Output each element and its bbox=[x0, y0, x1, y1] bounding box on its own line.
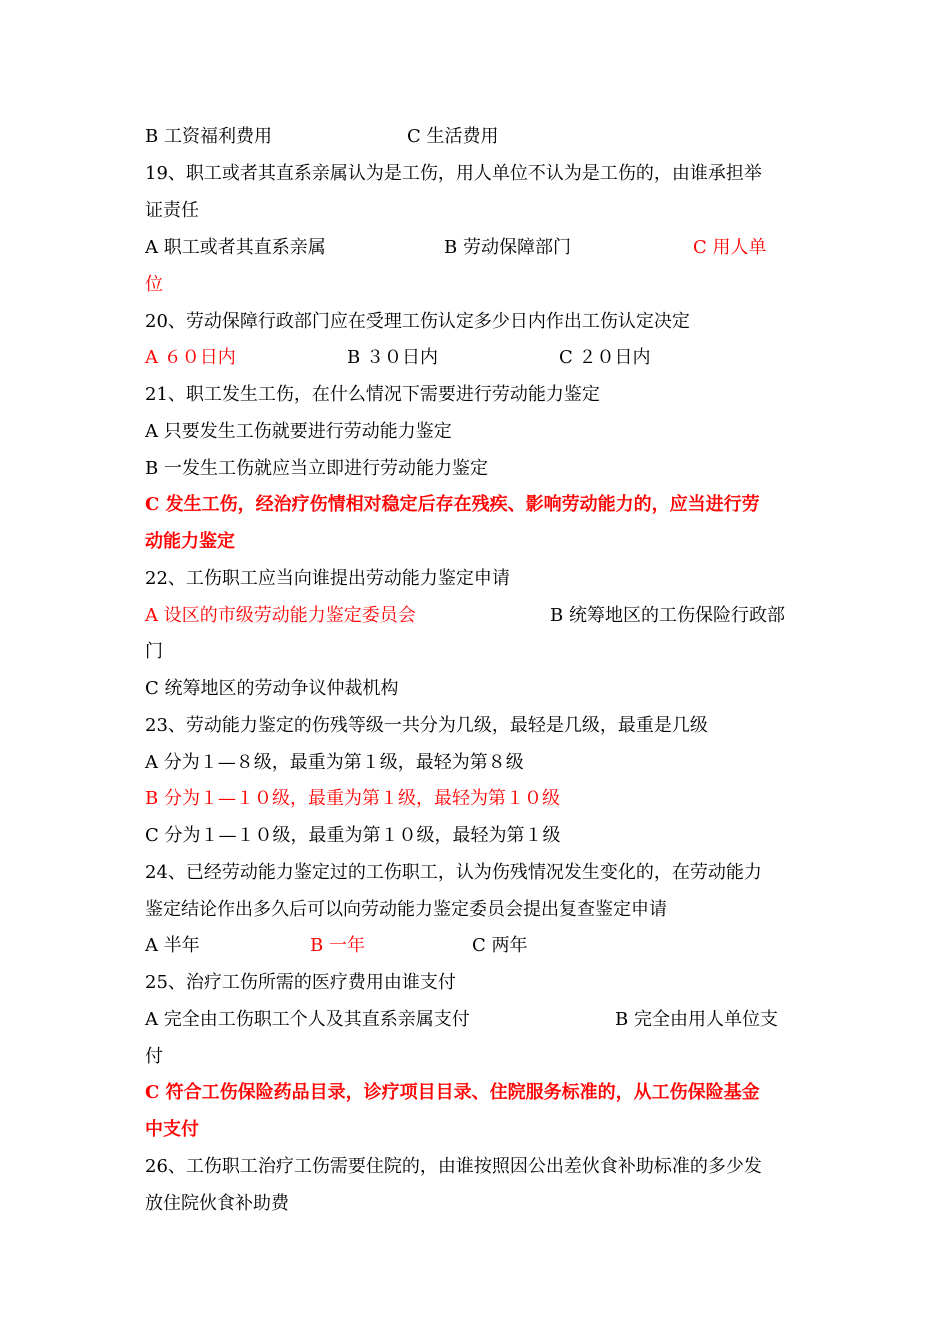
question-20: 20、劳动保障行政部门应在受理工伤认定多少日内作出工伤认定决定 bbox=[145, 311, 690, 332]
question-22: 22、工伤职工应当向谁提出劳动能力鉴定申请 bbox=[145, 568, 510, 589]
option-a: A 分为１—８级，最重为第１级，最轻为第８级 bbox=[145, 752, 524, 773]
q18-options-line bbox=[145, 118, 825, 155]
question-24: 24、已经劳动能力鉴定过的工伤职工，认为伤残情况发生变化的，在劳动能力 bbox=[145, 862, 762, 883]
question-23: 23、劳动能力鉴定的伤残等级一共分为几级，最轻是几级，最重是几级 bbox=[145, 715, 708, 736]
option-b-continued: 门 bbox=[145, 641, 163, 662]
option-b-answer: B 一年 bbox=[310, 935, 365, 956]
q20-options-line bbox=[145, 339, 825, 376]
option-c-answer: C 符合工伤保险药品目录，诊疗项目目录、住院服务标准的，从工伤保险基金 bbox=[145, 1082, 760, 1103]
option-c-answer: C 发生工伤，经治疗伤情相对稳定后存在残疾、影响劳动能力的，应当进行劳 bbox=[145, 494, 760, 515]
option-c-answer-continued: 中支付 bbox=[145, 1119, 199, 1140]
option-a: A 职工或者其直系亲属 bbox=[145, 237, 326, 258]
q25-options-line bbox=[145, 1001, 825, 1038]
option-a-answer: A 设区的市级劳动能力鉴定委员会 bbox=[145, 605, 416, 626]
option-c-answer: C 用人单 bbox=[693, 237, 767, 258]
option-c: C ２０日内 bbox=[559, 347, 651, 368]
option-a: A 只要发生工伤就要进行劳动能力鉴定 bbox=[145, 421, 452, 442]
option-a: A 半年 bbox=[145, 935, 200, 956]
option-b-continued: 付 bbox=[145, 1046, 163, 1067]
option-c: C 两年 bbox=[472, 935, 528, 956]
option-b-answer: B 分为１—１０级，最重为第１级，最轻为第１０级 bbox=[145, 788, 560, 809]
q24-options-line bbox=[145, 927, 825, 964]
question-25: 25、治疗工伤所需的医疗费用由谁支付 bbox=[145, 972, 456, 993]
option-a: A 完全由工伤职工个人及其直系亲属支付 bbox=[145, 1009, 470, 1030]
question-19-continued: 证责任 bbox=[145, 200, 199, 221]
option-b: B 一发生工伤就应当立即进行劳动能力鉴定 bbox=[145, 458, 488, 479]
question-26: 26、工伤职工治疗工伤需要住院的，由谁按照因公出差伙食补助标准的多少发 bbox=[145, 1156, 762, 1177]
option-c-answer-continued: 位 bbox=[145, 274, 163, 295]
question-24-continued: 鉴定结论作出多久后可以向劳动能力鉴定委员会提出复查鉴定申请 bbox=[145, 899, 667, 920]
q22-options-line bbox=[145, 597, 825, 634]
option-c: C 生活费用 bbox=[407, 126, 499, 147]
option-b: B 工资福利费用 bbox=[145, 126, 272, 147]
q19-options-line bbox=[145, 229, 825, 266]
option-b: B 完全由用人单位支 bbox=[615, 1009, 778, 1030]
option-c: C 分为１—１０级，最重为第１０级，最轻为第１级 bbox=[145, 825, 561, 846]
option-b: B 统筹地区的工伤保险行政部 bbox=[550, 605, 785, 626]
option-c: C 统筹地区的劳动争议仲裁机构 bbox=[145, 678, 399, 699]
question-19: 19、职工或者其直系亲属认为是工伤，用人单位不认为是工伤的，由谁承担举 bbox=[145, 163, 762, 184]
option-b: B 劳动保障部门 bbox=[444, 237, 571, 258]
option-c-answer-continued: 动能力鉴定 bbox=[145, 531, 235, 552]
option-a-answer: A ６０日内 bbox=[145, 347, 236, 368]
question-26-continued: 放住院伙食补助费 bbox=[145, 1193, 289, 1214]
option-b: B ３０日内 bbox=[347, 347, 438, 368]
question-21: 21、职工发生工伤，在什么情况下需要进行劳动能力鉴定 bbox=[145, 384, 600, 405]
